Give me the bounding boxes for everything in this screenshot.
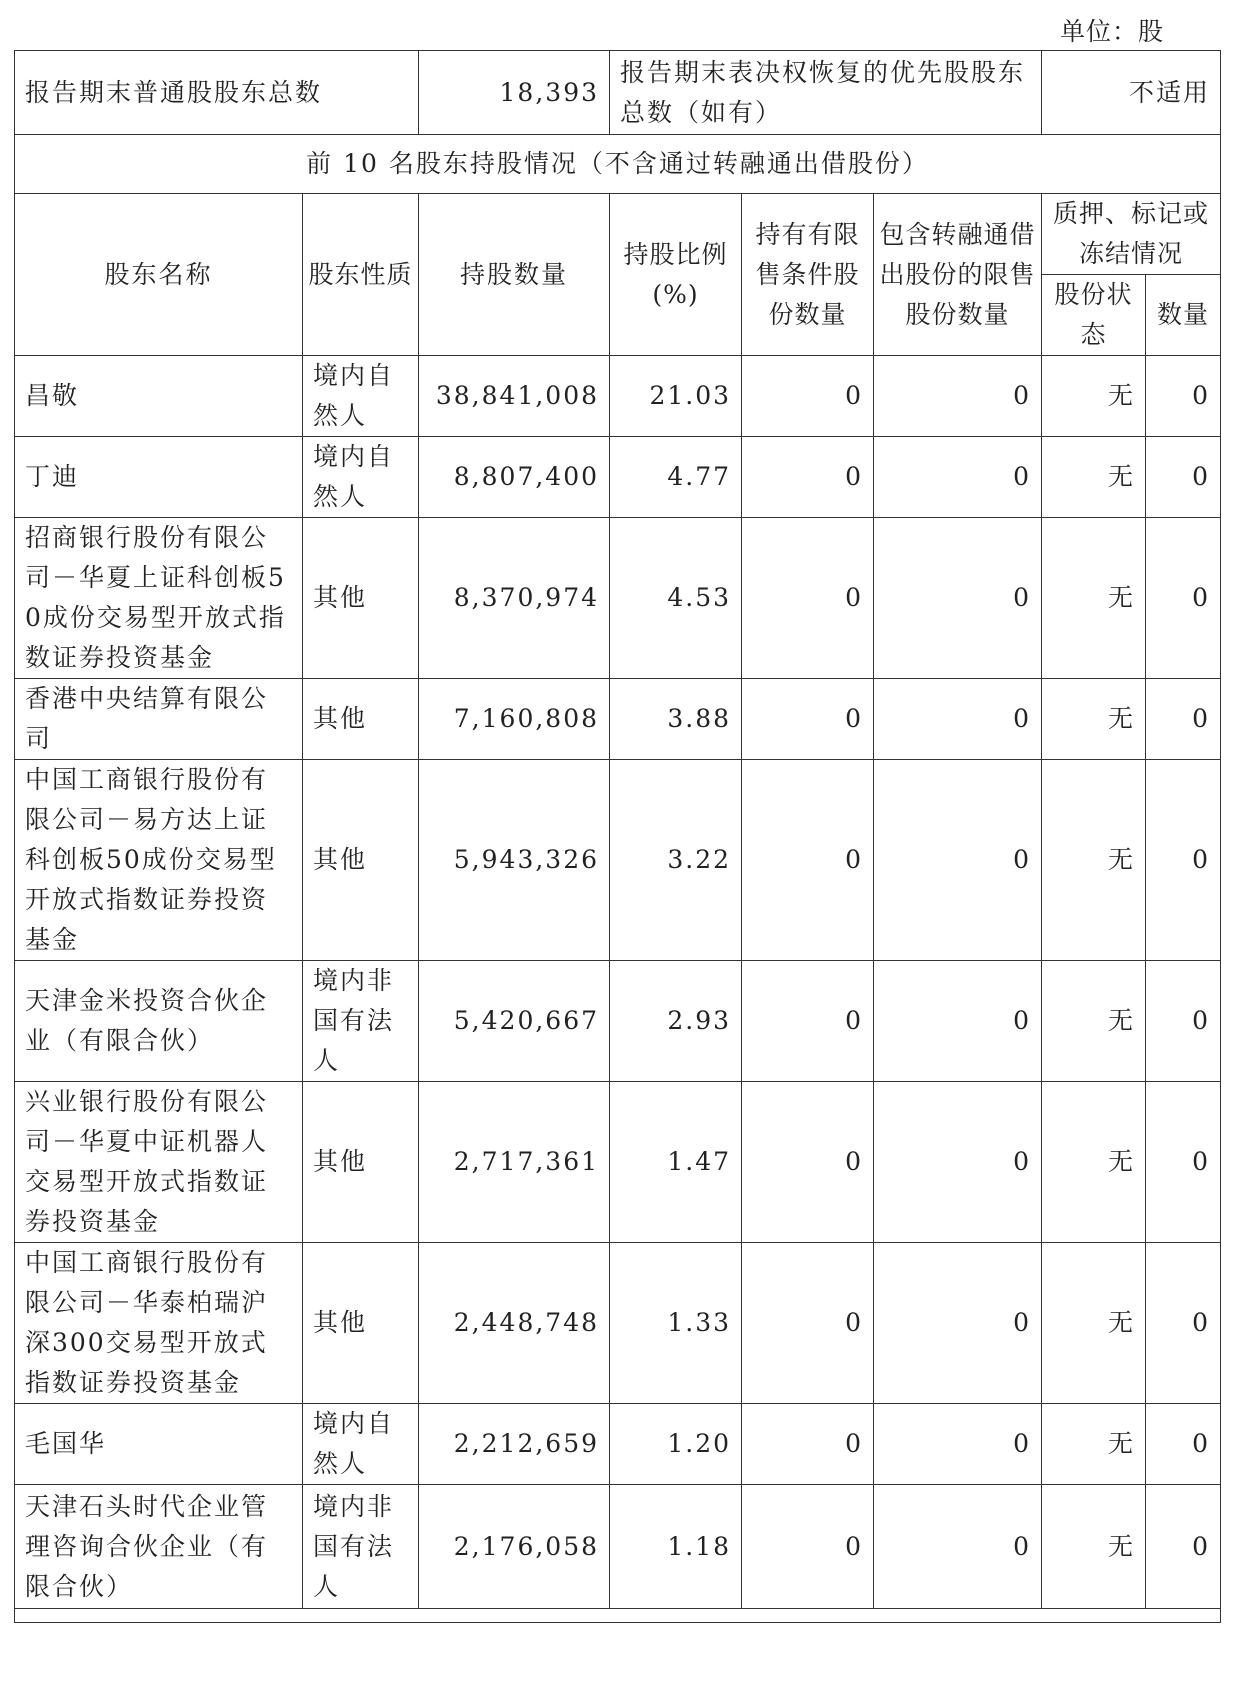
holder-ratio: 1.20 [610, 1404, 742, 1485]
holder-status: 无 [1042, 1082, 1146, 1243]
holder-lent: 0 [874, 961, 1042, 1082]
table-bottom-border [15, 1609, 1221, 1623]
holder-shares: 7,160,808 [419, 679, 610, 760]
holder-nature: 其他 [303, 1082, 419, 1243]
table-row [15, 1243, 1221, 1404]
holder-restricted: 0 [742, 1082, 874, 1243]
holder-name: 天津金米投资合伙企业（有限合伙） [15, 961, 303, 1082]
holder-nature: 其他 [303, 518, 419, 679]
holder-status: 无 [1042, 1485, 1146, 1609]
holder-lent: 0 [874, 437, 1042, 518]
holder-qty: 0 [1146, 1243, 1221, 1404]
holder-restricted: 0 [742, 760, 874, 961]
holder-nature: 其他 [303, 760, 419, 961]
holder-shares: 2,717,361 [419, 1082, 610, 1243]
holder-name: 招商银行股份有限公司－华夏上证科创板50成份交易型开放式指数证券投资基金 [15, 518, 303, 679]
holder-restricted: 0 [742, 679, 874, 760]
holder-status: 无 [1042, 356, 1146, 437]
table-bottom-edge [15, 1609, 1221, 1623]
header-restricted: 持有有限售条件股份数量 [742, 194, 874, 356]
holder-name: 中国工商银行股份有限公司－易方达上证科创板50成份交易型开放式指数证券投资基金 [15, 760, 303, 961]
section-title-row [15, 135, 1221, 194]
table-row [15, 356, 1221, 437]
holder-qty: 0 [1146, 437, 1221, 518]
holder-lent: 0 [874, 518, 1042, 679]
header-name: 股东名称 [15, 194, 303, 356]
holder-name: 丁迪 [15, 437, 303, 518]
holder-restricted: 0 [742, 1243, 874, 1404]
holder-shares: 8,807,400 [419, 437, 610, 518]
holder-shares: 2,176,058 [419, 1485, 610, 1609]
header-pledge-qty: 数量 [1146, 275, 1221, 356]
holder-shares: 8,370,974 [419, 518, 610, 679]
table-row [15, 437, 1221, 518]
holder-qty: 0 [1146, 679, 1221, 760]
total-holders-value: 18,393 [419, 51, 610, 135]
holder-nature: 境内自然人 [303, 356, 419, 437]
holder-status: 无 [1042, 1243, 1146, 1404]
holder-name: 香港中央结算有限公司 [15, 679, 303, 760]
holder-ratio: 3.22 [610, 760, 742, 961]
holder-status: 无 [1042, 437, 1146, 518]
table-row [15, 1485, 1221, 1609]
holder-status: 无 [1042, 961, 1146, 1082]
holder-qty: 0 [1146, 760, 1221, 961]
shareholder-table [14, 50, 1221, 1623]
holder-restricted: 0 [742, 437, 874, 518]
holder-shares: 2,212,659 [419, 1404, 610, 1485]
holder-nature: 境内自然人 [303, 1404, 419, 1485]
holder-ratio: 1.18 [610, 1485, 742, 1609]
holder-restricted: 0 [742, 1404, 874, 1485]
preferred-holders-value: 不适用 [1042, 51, 1221, 135]
holder-qty: 0 [1146, 1082, 1221, 1243]
holder-qty: 0 [1146, 518, 1221, 679]
holder-restricted: 0 [742, 1485, 874, 1609]
table-row [15, 760, 1221, 961]
table-row [15, 1404, 1221, 1485]
holder-ratio: 4.77 [610, 437, 742, 518]
holder-shares: 5,943,326 [419, 760, 610, 961]
table-row [15, 679, 1221, 760]
holder-lent: 0 [874, 1243, 1042, 1404]
holder-restricted: 0 [742, 356, 874, 437]
holder-lent: 0 [874, 1082, 1042, 1243]
holder-lent: 0 [874, 1485, 1042, 1609]
holder-qty: 0 [1146, 1485, 1221, 1609]
holder-name: 兴业银行股份有限公司－华夏中证机器人交易型开放式指数证券投资基金 [15, 1082, 303, 1243]
header-pledge-status: 股份状态 [1042, 275, 1146, 356]
holder-ratio: 3.88 [610, 679, 742, 760]
holder-nature: 境内非国有法人 [303, 961, 419, 1082]
holder-qty: 0 [1146, 356, 1221, 437]
holder-status: 无 [1042, 1404, 1146, 1485]
holder-status: 无 [1042, 518, 1146, 679]
holder-name: 天津石头时代企业管理咨询合伙企业（有限合伙） [15, 1485, 303, 1609]
header-lent: 包含转融通借出股份的限售股份数量 [874, 194, 1042, 356]
holder-status: 无 [1042, 679, 1146, 760]
header-row-1 [15, 194, 1221, 275]
holder-shares: 2,448,748 [419, 1243, 610, 1404]
holder-restricted: 0 [742, 518, 874, 679]
holder-ratio: 21.03 [610, 356, 742, 437]
holder-restricted: 0 [742, 961, 874, 1082]
section-title: 前 10 名股东持股情况（不含通过转融通出借股份） [15, 135, 1221, 194]
holder-lent: 0 [874, 1404, 1042, 1485]
holder-ratio: 4.53 [610, 518, 742, 679]
holder-name: 昌敬 [15, 356, 303, 437]
holder-nature: 境内自然人 [303, 437, 419, 518]
holder-lent: 0 [874, 760, 1042, 961]
summary-row [15, 51, 1221, 135]
table-row [15, 518, 1221, 679]
holder-shares: 5,420,667 [419, 961, 610, 1082]
header-shares: 持股数量 [419, 194, 610, 356]
holder-status: 无 [1042, 760, 1146, 961]
header-nature: 股东性质 [303, 194, 419, 356]
holder-ratio: 2.93 [610, 961, 742, 1082]
total-holders-label: 报告期末普通股股东总数 [15, 51, 419, 135]
holder-nature: 其他 [303, 679, 419, 760]
table-row [15, 961, 1221, 1082]
holder-shares: 38,841,008 [419, 356, 610, 437]
header-pledge: 质押、标记或冻结情况 [1042, 194, 1221, 275]
holder-ratio: 1.33 [610, 1243, 742, 1404]
holder-nature: 其他 [303, 1243, 419, 1404]
preferred-holders-label: 报告期末表决权恢复的优先股股东总数（如有） [610, 51, 1042, 135]
holder-qty: 0 [1146, 1404, 1221, 1485]
holder-qty: 0 [1146, 961, 1221, 1082]
holder-lent: 0 [874, 679, 1042, 760]
holder-name: 中国工商银行股份有限公司－华泰柏瑞沪深300交易型开放式指数证券投资基金 [15, 1243, 303, 1404]
holder-nature: 境内非国有法人 [303, 1485, 419, 1609]
table-row [15, 1082, 1221, 1243]
header-ratio: 持股比例(%) [610, 194, 742, 356]
unit-label: 单位：股 [1060, 17, 1165, 46]
holder-ratio: 1.47 [610, 1082, 742, 1243]
holder-lent: 0 [874, 356, 1042, 437]
holder-name: 毛国华 [15, 1404, 303, 1485]
